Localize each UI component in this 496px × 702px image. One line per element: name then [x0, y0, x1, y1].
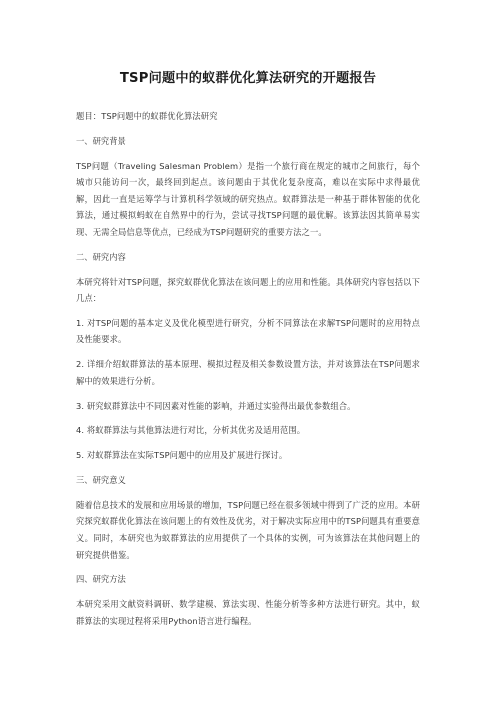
method-paragraph: 本研究采用文献资料调研、数学建模、算法实现、性能分析等多种方法进行研究。其中，蚁群算法的实现过程将采用Python语言进行编程。 [76, 599, 420, 626]
content-intro-paragraph: 本研究将针对TSP问题，探究蚁群优化算法在该问题上的应用和性能。具体研究内容包括以下几点： [76, 276, 420, 304]
section-heading-background: 一、研究背景 [76, 135, 126, 146]
topic-line: 题目：TSP问题中的蚁群优化算法研究 [76, 111, 218, 121]
section-heading-method: 四、研究方法 [76, 574, 126, 585]
content-list-item: 5. 对蚁群算法在实际TSP问题中的应用及扩展进行探讨。 [76, 450, 288, 461]
section-heading-significance: 三、研究意义 [76, 474, 126, 485]
content-list-item: 4. 将蚁群算法与其他算法进行对比，分析其优劣及适用范围。 [76, 425, 306, 436]
significance-paragraph: 随着信息技术的发展和应用场景的增加，TSP问题已经在很多领域中得到了广泛的应用。本研究探究蚁群优化算法在该问题上的有效性及优劣，对于解决实际应用中的TSP问题具有重要意义。同时，本研究也为蚁群算法的应用提供了一个具体的实例，可为该算法在其他问题上的研究提供借鉴。 [76, 499, 420, 560]
section-heading-content: 二、研究内容 [76, 251, 126, 262]
content-list-item: 2. 详细介绍蚁群算法的基本原理、模拟过程及相关参数设置方法，并对该算法在TSP问题求解中的效果进行分析。 [76, 359, 420, 386]
document-title: TSP问题中的蚁群优化算法研究的开题报告 [119, 71, 377, 86]
content-list-item: 3. 研究蚁群算法中不同因素对性能的影响，并通过实验得出最优参数组合。 [76, 400, 356, 411]
content-list-item: 1. 对TSP问题的基本定义及优化模型进行研究，分析不同算法在求解TSP问题时的应用特点及性能要求。 [76, 317, 420, 345]
background-paragraph: TSP问题（Traveling Salesman Problem）是指一个旅行商在规定的城市之间旅行，每个城市只能访问一次，最终回到起点。该问题由于其优化复杂度高，难以在实际中求得最优解，因此一直是运筹学与计算机科学领域的研究热点。蚁群算法是一种基于群体智能的优化算法，通过模拟蚂蚁在自然界中的行为，尝试寻找TSP问题的最优解。该算法因其简单易实现、无需全局信息等优点，已经成为TSP问题研究的重要方法之一。 [76, 160, 420, 237]
